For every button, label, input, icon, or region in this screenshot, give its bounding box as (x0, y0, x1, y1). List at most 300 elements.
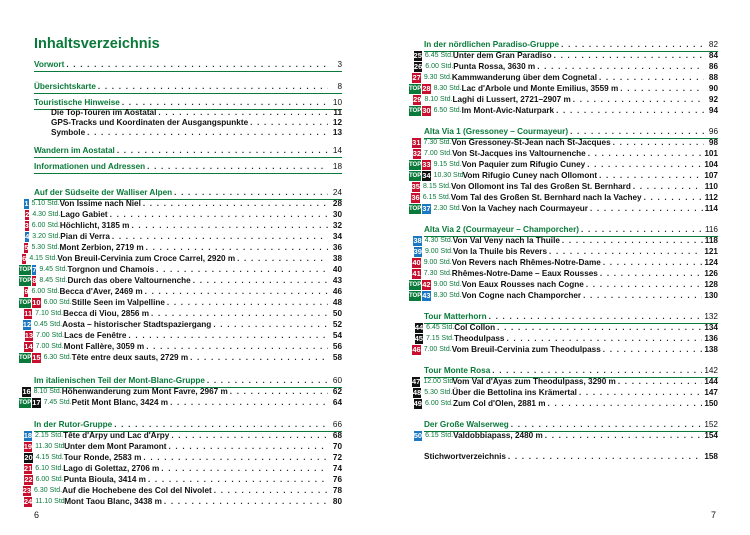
tour-duration: 7.10 Std. (35, 310, 64, 317)
tour-duration: 7.00 Std. (424, 150, 453, 157)
leader-dots (600, 269, 702, 279)
tour-number-badge: 5 (24, 243, 29, 252)
entry-label: Von St-Jacques ins Valtournenche (452, 149, 586, 158)
entry-label: Von Gressoney-St-Jean nach St-Jacques (451, 138, 611, 147)
tour-entry[interactable] (19, 232, 342, 242)
entry-page-number: 60 (332, 376, 342, 385)
entry-page-number: 52 (332, 320, 342, 329)
entry-page-number: 82 (708, 40, 718, 49)
leader-dots (588, 149, 703, 159)
entry-label: Höhenwanderung zum Mont Favre, 2967 m (61, 387, 228, 396)
entry-label: Von Val Veny nach la Thuile (452, 236, 560, 245)
entry-page-number: 147 (704, 388, 718, 397)
section-rule (34, 157, 342, 158)
entry-label: Übersichtskarte (34, 82, 96, 91)
entry-label: Tête d'Arpy und Lac d'Arpy (63, 431, 170, 440)
section-entry[interactable] (424, 420, 718, 430)
entry-label: Unter dem Gran Paradiso (452, 51, 552, 60)
tour-entry[interactable] (409, 399, 718, 409)
tour-entry[interactable] (409, 377, 718, 387)
tour-number-badge: 4 (25, 232, 30, 241)
entry-label: Wandern im Aostatal (34, 146, 115, 155)
tour-entry[interactable] (409, 95, 718, 105)
entry-label: Von Ollomont ins Tal des Großen St. Bernhard (451, 182, 631, 191)
tour-entry[interactable] (19, 497, 342, 507)
entry-label: Vom Tal des Großen St. Bernhard nach la Vachey (450, 193, 642, 202)
tour-duration: 7.00 Std. (423, 346, 452, 353)
entry-page-number: 128 (704, 280, 718, 289)
tour-duration: 8.10 Std. (33, 388, 62, 395)
entry-page-number: 96 (708, 127, 718, 136)
top-tour-badge: TOP (409, 162, 422, 168)
entry-label: Von la Thuile bis Revers (452, 247, 548, 256)
tour-number-badge: 12 (22, 320, 32, 329)
tour-number-badge: 30 (422, 106, 431, 115)
tour-duration: 7.45 Std. (43, 399, 72, 406)
entry-page-number: 94 (708, 106, 718, 115)
top-tour-badge: TOP (409, 108, 422, 114)
subsection-entry[interactable] (51, 128, 342, 138)
section-entry[interactable] (34, 98, 342, 108)
section-rule (34, 93, 342, 94)
leader-dots (214, 486, 328, 496)
entry-page-number: 24 (332, 188, 342, 197)
tour-entry[interactable] (19, 387, 342, 397)
entry-page-number: 58 (332, 353, 342, 362)
entry-page-number: 130 (704, 291, 718, 300)
entry-page-number: 13 (332, 128, 342, 137)
entry-page-number: 54 (332, 331, 342, 340)
entry-page-number: 142 (704, 366, 718, 375)
tour-entry[interactable] (409, 62, 718, 72)
entry-label: Torgnon und Chamois (67, 265, 155, 274)
entry-page-number: 3 (337, 60, 342, 69)
subsection-entry[interactable] (51, 118, 342, 128)
tour-duration: 7.00 Std. (36, 332, 65, 339)
tour-entry[interactable] (409, 291, 718, 301)
entry-label: Auf der Südseite der Walliser Alpen (34, 188, 173, 197)
entry-page-number: 152 (704, 420, 718, 429)
leader-dots (587, 160, 702, 170)
section-entry[interactable] (424, 225, 718, 235)
tour-entry[interactable] (19, 453, 342, 463)
tour-number-badge: 6 (22, 254, 27, 263)
tour-duration: 6.00 Std. (31, 288, 60, 295)
entry-page-number: 80 (332, 497, 342, 506)
leader-dots (579, 388, 702, 398)
tour-duration: 7.30 Std. (423, 139, 452, 146)
leader-dots (230, 387, 328, 397)
entry-page-number: 32 (332, 221, 342, 230)
leader-dots (497, 323, 702, 333)
tour-entry[interactable] (409, 388, 718, 398)
entry-label: Lac d'Arbole und Monte Emilius, 3559 m (461, 84, 619, 93)
tour-duration: 7.00 Std. (35, 343, 64, 350)
section-entry[interactable] (424, 312, 718, 322)
entry-page-number: 154 (704, 431, 718, 440)
tour-duration: 6.00 Std. (43, 299, 72, 306)
entry-label: Der Große Walserweg (424, 420, 509, 429)
leader-dots (548, 399, 703, 409)
leader-dots (237, 254, 328, 264)
tour-number-badge: 42 (422, 280, 431, 289)
leader-dots (489, 312, 703, 322)
subsection-entry[interactable] (51, 108, 342, 118)
tour-duration: 6.00 Std. (425, 63, 454, 70)
entry-page-number: 50 (332, 309, 342, 318)
entry-page-number: 14 (332, 146, 342, 155)
tour-entry[interactable] (409, 160, 718, 170)
tour-duration: 6.45 Std. (426, 324, 455, 331)
top-tour-badge: TOP (19, 267, 32, 273)
entry-page-number: 144 (704, 377, 718, 386)
tour-entry[interactable] (409, 280, 718, 290)
tour-duration: 9.00 Std. (433, 281, 462, 288)
entry-page-number: 134 (704, 323, 718, 332)
leader-dots (114, 420, 328, 430)
tour-entry[interactable] (409, 258, 718, 268)
leader-dots (193, 276, 328, 286)
tour-entry[interactable] (409, 323, 718, 333)
tour-entry[interactable] (19, 486, 342, 496)
entry-page-number: 126 (704, 269, 718, 278)
entry-label: Mont Fallère, 3059 m (63, 342, 145, 351)
tour-duration: 5.30 Std. (424, 389, 453, 396)
tour-entry[interactable] (19, 464, 342, 474)
tour-duration: 3.20 Std. (32, 233, 61, 240)
entry-label: Auf die Hochebene des Col del Nivolet (62, 486, 212, 495)
tour-number-badge: 39 (413, 247, 422, 256)
tour-number-badge: 29 (413, 95, 422, 104)
entry-label: Im italienischen Teil der Mont-Blanc-Gruppe (34, 376, 205, 385)
leader-dots (164, 497, 328, 507)
tour-number-badge: 50 (413, 431, 423, 440)
tour-duration: 6.50 Std. (433, 107, 462, 114)
tour-entry[interactable] (409, 236, 718, 246)
entry-label: Stille Seen im Valpelline (71, 298, 165, 307)
section-rule (34, 71, 342, 72)
entry-page-number: 78 (332, 486, 342, 495)
tour-number-badge: 7 (32, 265, 37, 274)
entry-page-number: 107 (704, 171, 718, 180)
entry-page-number: 88 (708, 73, 718, 82)
entry-page-number: 40 (332, 265, 342, 274)
leader-dots (590, 204, 703, 214)
leader-dots (147, 162, 328, 172)
tour-number-badge: 27 (412, 73, 421, 82)
tour-number-badge: 14 (24, 342, 33, 351)
tour-entry[interactable] (19, 276, 342, 286)
section-entry[interactable] (34, 162, 342, 172)
entry-page-number: 110 (704, 182, 718, 191)
leader-dots (506, 334, 702, 344)
top-tour-badge: TOP (409, 293, 422, 299)
entry-page-number: 43 (332, 276, 342, 285)
tour-entry[interactable] (409, 204, 718, 214)
tour-duration: 6.10 Std. (35, 465, 64, 472)
top-tour-badge: TOP (409, 206, 422, 212)
tour-duration: 5.30 Std. (31, 244, 60, 251)
tour-number-badge: 35 (411, 182, 420, 191)
tour-entry[interactable] (19, 199, 342, 209)
entry-label: Von Eaux Rousses nach Cogne (461, 280, 584, 289)
tour-duration: 6.00 Std. (424, 400, 454, 407)
tour-duration: 9.45 Std. (39, 266, 68, 273)
tour-entry[interactable] (19, 320, 342, 330)
tour-duration: 6.15 Std. (425, 432, 454, 439)
tour-entry[interactable] (19, 475, 342, 485)
entry-label: Informationen und Adressen (34, 162, 146, 171)
tour-duration: 6.30 Std. (43, 354, 72, 361)
tour-number-badge: 9 (24, 287, 29, 296)
leader-dots (158, 108, 328, 118)
tour-entry[interactable] (19, 265, 342, 275)
tour-number-badge: 18 (23, 431, 33, 440)
tour-duration: 9.00 Std. (423, 259, 452, 266)
tour-entry[interactable] (409, 51, 718, 61)
leader-dots (554, 51, 704, 61)
leader-dots (562, 236, 703, 246)
tour-entry[interactable] (409, 149, 718, 159)
entry-label: Lacs de Fenêtre (64, 331, 127, 340)
entry-page-number: 118 (704, 236, 718, 245)
tour-number-badge: 21 (23, 464, 33, 473)
leader-dots (146, 243, 328, 253)
entry-label: Touristische Hinweise (34, 98, 120, 107)
leader-dots (549, 247, 702, 257)
entry-page-number: 11 (333, 108, 342, 117)
entry-label: Tour Matterhorn (424, 312, 487, 321)
leader-dots (171, 431, 328, 441)
tour-duration: 2.30 Std. (433, 205, 462, 212)
entry-page-number: 12 (332, 118, 342, 127)
tour-entry[interactable] (19, 287, 342, 297)
tour-entry[interactable] (19, 221, 342, 231)
entry-page-number: 62 (332, 387, 342, 396)
leader-dots (131, 221, 328, 231)
leader-dots (168, 442, 328, 452)
top-tour-badge: TOP (409, 86, 422, 92)
leader-dots (98, 82, 328, 92)
tour-number-badge: 44 (414, 323, 424, 332)
leader-dots (148, 475, 328, 485)
tour-duration: 7.30 Std. (423, 270, 452, 277)
entry-label: Von Paquier zum Rifugio Cuney (461, 160, 586, 169)
tour-entry[interactable] (19, 442, 342, 452)
entry-label: Unter dem Mont Paramont (64, 442, 167, 451)
section-entry[interactable] (424, 40, 718, 50)
entry-label: Punta Bioula, 3414 m (63, 475, 146, 484)
tour-entry[interactable] (409, 171, 718, 181)
section-entry[interactable] (34, 82, 342, 92)
tour-number-badge: 25 (413, 51, 422, 60)
leader-dots (161, 464, 328, 474)
entry-label: Theodulpass (453, 334, 505, 343)
leader-dots (511, 420, 703, 430)
tour-duration: 6.00 Std. (35, 476, 64, 483)
tour-entry[interactable] (19, 342, 342, 352)
entry-label: Pian di Verra (60, 232, 110, 241)
entry-label: Von Issime nach Niel (59, 199, 141, 208)
tour-entry[interactable] (409, 106, 718, 116)
entry-label: Punta Rossa, 3630 m (453, 62, 536, 71)
leader-dots (613, 138, 704, 148)
entry-label: Zum Col d'Olen, 2881 m (453, 399, 546, 408)
tour-entry[interactable] (409, 269, 718, 279)
leader-dots (545, 431, 703, 441)
leader-dots (112, 232, 328, 242)
leader-dots (250, 118, 328, 128)
section-entry[interactable] (34, 420, 342, 430)
tour-entry[interactable] (409, 84, 718, 94)
entry-label: Alta Via 2 (Courmayeur – Champorcher) (424, 225, 580, 234)
tour-entry[interactable] (409, 193, 718, 203)
tour-duration: 0.45 Std. (34, 321, 63, 328)
tour-entry[interactable] (409, 247, 718, 257)
tour-number-badge: 26 (413, 62, 423, 71)
section-entry[interactable] (34, 60, 342, 70)
tour-number-badge: 34 (422, 171, 431, 180)
leader-dots (537, 62, 704, 72)
entry-page-number: 8 (337, 82, 342, 91)
entry-label: Becca di Viou, 2856 m (63, 309, 150, 318)
tour-entry[interactable] (409, 334, 718, 344)
tour-duration: 6.45 Std. (424, 52, 453, 59)
tour-entry[interactable] (19, 298, 342, 308)
tour-duration: 6.00 Std. (31, 222, 60, 229)
tour-duration: 6.30 Std. (34, 487, 63, 494)
tour-entry[interactable] (19, 353, 342, 363)
section-entry[interactable] (34, 146, 342, 156)
top-tour-badge: TOP (19, 300, 32, 306)
entry-label: Über die Bettolina ins Krämertal (452, 388, 577, 397)
entry-label: Vom Val d'Ayas zum Theodulpass, 3290 m (452, 377, 616, 386)
entry-page-number: 112 (704, 193, 718, 202)
tour-entry[interactable] (409, 73, 718, 83)
entry-label: In der Rutor-Gruppe (34, 420, 113, 429)
leader-dots (117, 146, 328, 156)
leader-dots (599, 171, 702, 181)
tour-duration: 10.30 Std. (433, 172, 466, 179)
tour-entry[interactable] (19, 309, 342, 319)
right-page (375, 0, 750, 535)
tour-number-badge: 3 (24, 221, 29, 230)
entry-page-number: 70 (332, 442, 342, 451)
entry-label: Von Revers nach Rhêmes-Notre-Dame (451, 258, 601, 267)
tour-entry[interactable] (19, 331, 342, 341)
leader-dots (492, 366, 702, 376)
entry-label: Höchlicht, 3185 m (59, 221, 130, 230)
tour-entry[interactable] (409, 431, 718, 441)
entry-page-number: 98 (708, 138, 718, 147)
tour-entry[interactable] (409, 345, 718, 355)
section-entry[interactable] (34, 376, 342, 386)
entry-page-number: 116 (704, 225, 718, 234)
entry-label: Durch das obere Valtournenche (67, 276, 191, 285)
tour-entry[interactable] (19, 210, 342, 220)
tour-number-badge: 36 (411, 193, 420, 202)
tour-entry[interactable] (19, 243, 342, 253)
entry-page-number: 46 (332, 287, 342, 296)
tour-number-badge: 47 (411, 377, 421, 386)
section-entry[interactable] (424, 366, 718, 376)
entry-page-number: 34 (332, 232, 342, 241)
entry-page-number: 72 (332, 453, 342, 462)
leader-dots (151, 309, 328, 319)
leader-dots (581, 225, 703, 235)
entry-page-number: 66 (332, 420, 342, 429)
tour-entry[interactable] (409, 138, 718, 148)
leader-dots (573, 95, 704, 105)
tour-number-badge: 45 (414, 334, 423, 343)
tour-entry[interactable] (19, 431, 342, 441)
top-tour-badge: TOP (19, 355, 32, 361)
entry-label: Vom Breuil-Cervinia zum Theodulpass (451, 345, 601, 354)
tour-duration: 12.00 Std. (423, 378, 456, 385)
tour-number-badge: 32 (412, 149, 422, 158)
entry-page-number: 114 (704, 204, 718, 213)
tour-entry[interactable] (19, 398, 342, 408)
entry-label: Mont Zerbion, 2719 m (59, 243, 144, 252)
leader-dots (87, 128, 328, 138)
tour-duration: 11.10 Std. (35, 498, 67, 505)
tour-number-badge: 1 (24, 199, 29, 208)
entry-page-number: 76 (332, 475, 342, 484)
tour-entry[interactable] (409, 182, 718, 192)
entry-label: Alta Via 1 (Gressoney – Courmayeur) (424, 127, 569, 136)
leader-dots (128, 331, 328, 341)
tour-duration: 5.10 Std. (31, 200, 60, 207)
top-tour-badge: TOP (19, 278, 32, 284)
entry-label: Stichwortverzeichnis (424, 452, 506, 461)
entry-page-number: 101 (704, 149, 718, 158)
tour-duration: 9.00 Std. (424, 248, 453, 255)
tour-duration: 11.30 Std. (35, 443, 67, 450)
entry-page-number: 38 (332, 254, 342, 263)
page-title: Inhaltsverzeichnis (34, 36, 160, 52)
tour-number-badge: 49 (413, 399, 422, 408)
section-entry[interactable] (424, 127, 718, 137)
entry-label: Aosta – historischer Stadtspaziergang (62, 320, 212, 329)
entry-page-number: 68 (332, 431, 342, 440)
entry-page-number: 138 (704, 345, 718, 354)
leader-dots (620, 84, 704, 94)
section-rule (34, 173, 342, 174)
entry-label: Tour Monte Rosa (424, 366, 491, 375)
leader-dots (190, 353, 328, 363)
tour-duration: 8.45 Std. (39, 277, 68, 284)
entry-label: Rhêmes-Notre-Dame – Eaux Rousses (451, 269, 598, 278)
entry-page-number: 56 (332, 342, 342, 351)
tour-number-badge: 28 (422, 84, 431, 93)
leader-dots (143, 453, 328, 463)
section-entry[interactable] (34, 188, 342, 198)
index-entry[interactable] (424, 452, 718, 462)
entry-label: Valdobbiapass, 2480 m (453, 431, 543, 440)
leader-dots (143, 199, 328, 209)
tour-duration: 8.15 Std. (422, 183, 452, 190)
tour-number-badge: 2 (25, 210, 30, 219)
entry-label: Von Cogne nach Champorcher (461, 291, 582, 300)
entry-page-number: 64 (332, 398, 342, 407)
entry-label: Kammwanderung über dem Cognetal (451, 73, 597, 82)
leader-dots (561, 40, 704, 50)
tour-entry[interactable] (19, 254, 342, 264)
entry-label: In der nördlichen Paradiso-Gruppe (424, 40, 560, 49)
tour-number-badge: 23 (22, 486, 32, 495)
leader-dots (207, 376, 328, 386)
leader-dots (633, 182, 703, 192)
